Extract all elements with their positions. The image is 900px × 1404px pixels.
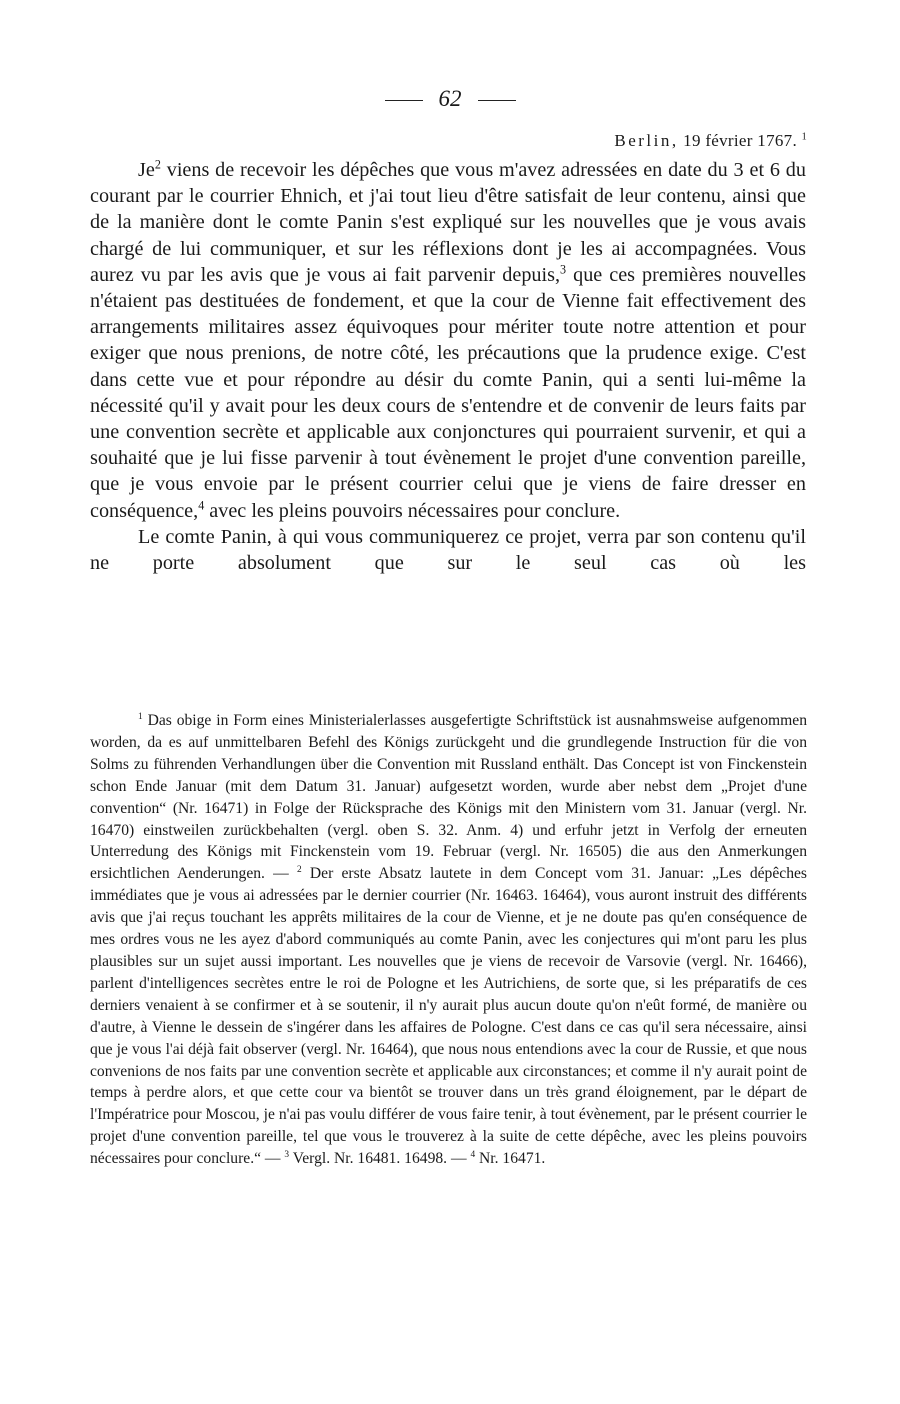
dateline [614,131,807,151]
letter-opening-word: Je [138,159,155,181]
footnote-3-marker: 3 [284,1149,290,1160]
footnote-4-text: Nr. 16471. [475,1150,546,1168]
dateline-footnote-marker: 1 [801,131,807,143]
footnote-2-marker: 2 [296,865,302,876]
footnote-2-text: Der erste Absatz lautete in dem Concept vom 31. Januar: „Les dépêches immédiates que je vous ai adressées par le dernier courrier (Nr. 16463. 16464), vous auront instruit des différents avis que j'ai reçus touchant les apprêts militaires de la cour de Vienne, et je ne doute pas qu'en conséquence de mes ordres vous ne les ayez d'abord communiqués au comte Panin, avec les conjectures qui m'ont paru les plus plausibles sur un sujet aussi important. Les nouvelles que je viens de recevoir de Varsovie (vergl. Nr. 16466), parlent d'intelligences secrètes entre le roi de Pologne et les Autrichiens, de sorte que, si les préparatifs de ces derniers venaient à se confirmer et à se soutenir, il n'y aurait plus aucun doute qu'on n'eût formé, de manière ou d'autre, à Vienne le dessein de s'ingérer dans les affaires de Pologne. C'est dans ce cas qu'il sera nécessaire, ainsi que je vous l'ai déjà fait observer (vergl. Nr. 16464), que nous nous entendions avec la cour de Russie, et que nous convenions de nos faits par une convention secrète et applicable aux circonstances; et comme il n'y aurait point de temps à perdre alors, et que cette cour va bientôt se trouver dans un très grand éloignement, par le départ de l'Impératrice pour Moscou, je n'ai pas voulu différer de vous faire tenir, à tout évènement, par le présent courrier le projet d'une convention pareille, tel que vous le trouverez à la suite de cette dépêche, avec les pleins pouvoirs nécessaires pour conclure.“ — [90,865,807,1168]
footnote-1-text: Das obige in Form eines Ministerialerlasses ausgefertigte Schriftstück ist ausnahmsweise aufgenommen worden, da es auf unmittelbaren Befehl des Königs zurückgeht und die grundlegende Instruction für die von Solms zu führenden Verhandlungen über die Convention mit Russland enthält. Das Concept ist von Finckenstein schon Ende Januar (mit dem Datum 31. Januar) aufgesetzt worden, wurde aber nebst dem „Projet d'une convention“ (Nr. 16471) in Folge der Rücksprache des Königs mit den Ministern vom 31. Januar (vergl. Nr. 16470) einstweilen zurückbehalten (vergl. oben S. 32. Anm. 4) und erfuhr jetzt in Verfolg der erneuten Unterredung des Königs mit Finckenstein vom 19. Februar (vergl. Nr. 16505) die aus den Anmerkungen ersichtlichen Aenderungen. — [90,712,807,883]
footnote-1-marker: 1 [138,711,143,722]
letter-text-segment-3: avec les pleins pouvoirs nécessaires pour conclure. [204,499,621,522]
letter-text-segment-2: que ces premières nouvelles n'étaient pas destituées de fondement, et que la cour de Vienne fait effectivement des arrangements militaires assez équivoques pour mériter toute notre attention et pour exiger que nous prenions, de notre côté, les précautions que la prudence exige. C'est dans cette vue et pour répondre au désir du comte Panin, qui a senti lui-même la nécessité qu'il y avait pour les deux cours de s'entendre et de convenir de leurs faits par une convention secrète et applicable aux conjonctures qui pourraient survenir, et qui a souhaité que je lui fisse parvenir à tout évènement le projet d'une convention pareille, que je vous envoie par le présent courrier celui que je viens de faire dresser en conséquence, [90,263,807,522]
footnote-marker-2: 2 [154,157,161,172]
letter-text-segment-1: viens de recevoir les dépêches que vous m'avez adressées en date du 3 et 6 du courant par le courrier Ehnich, et j'ai tout lieu d'être satisfait de leur contenu, ainsi que de la manière dont le comte Panin s'est expliqué sur les nouvelles que je vous avais chargé de lui communiquer, et sur les réflexions dont je les ai accompagnées. Vous aurez vu par les avis que je vous ai fait parvenir depuis, [90,159,806,286]
page-number-dash-right [478,100,516,101]
letter-paragraph-1 [90,157,806,524]
footnote-marker-3: 3 [560,262,567,277]
page-number [0,86,900,112]
footnotes [90,710,807,1170]
dateline-date: 19 février 1767. [683,131,798,150]
footnote-block [90,710,807,1170]
footnote-3-text: Vergl. Nr. 16481. 16498. — [289,1150,471,1168]
page-number-dash-left [385,100,423,101]
dateline-place: Berlin, [614,131,679,150]
footnote-marker-4: 4 [198,497,205,512]
letter-paragraph-2: Le comte Panin, à qui vous communiquerez ce projet, verra par son contenu qu'il ne porte absolument que sur le seul cas où les [90,525,806,575]
page-number-value: 62 [438,86,462,111]
footnote-4-marker: 4 [470,1149,476,1160]
letter-body [90,157,806,576]
